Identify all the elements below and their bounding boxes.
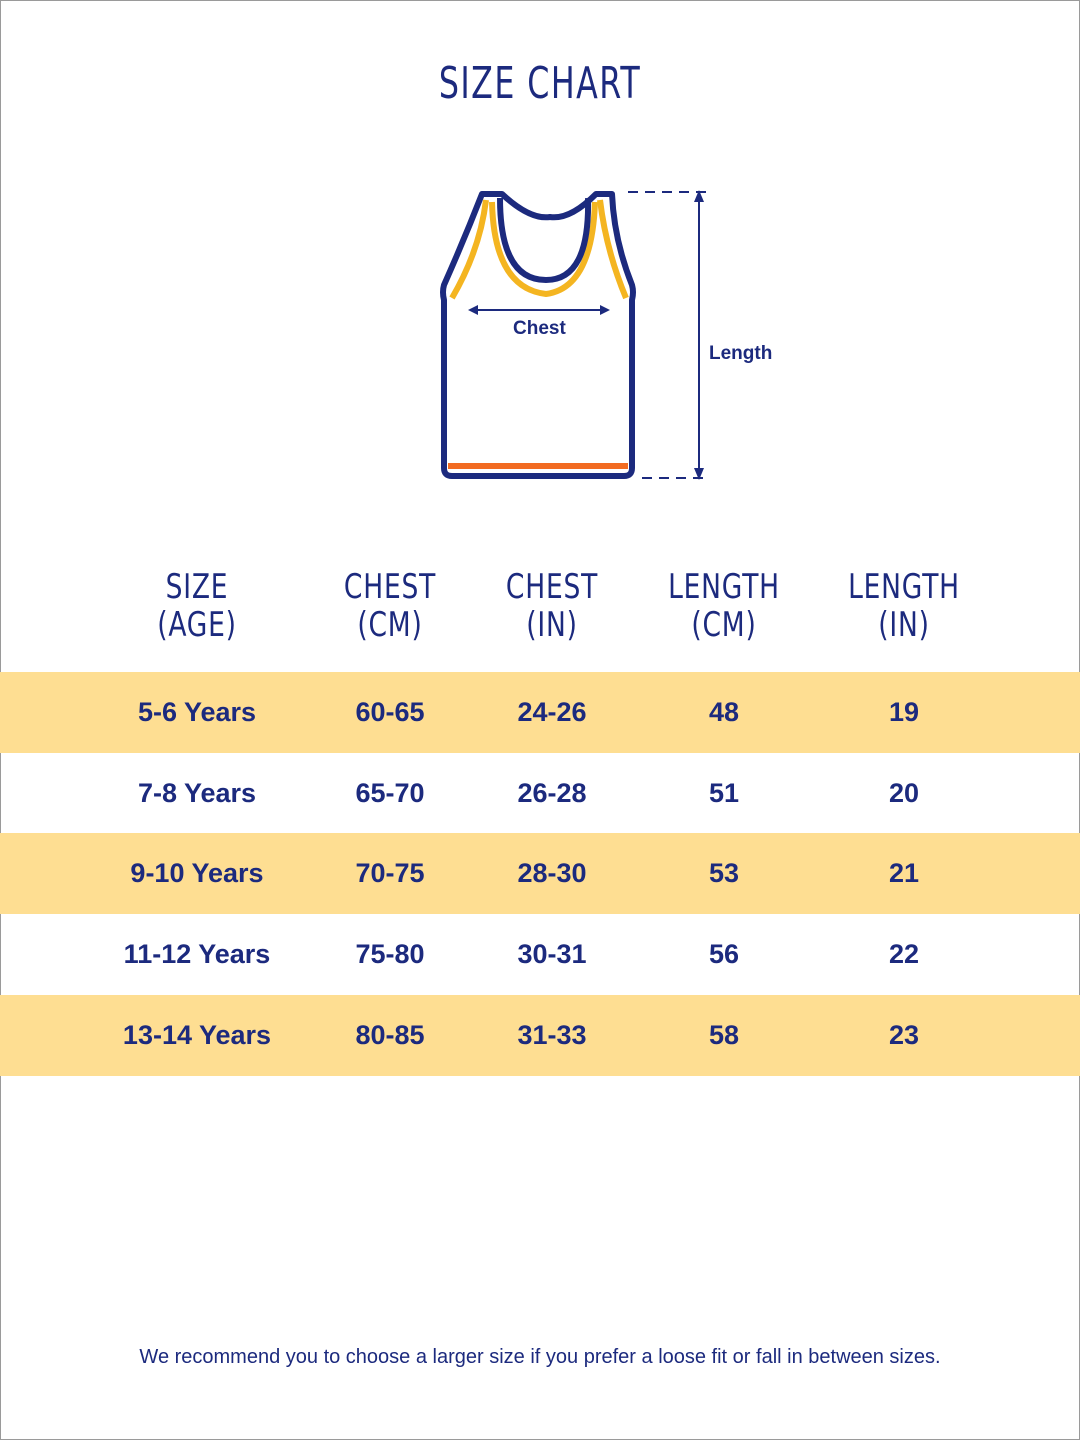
cell-length-in: 19 bbox=[888, 697, 920, 727]
cell-length-in: 21 bbox=[888, 858, 920, 888]
length-label: Length bbox=[709, 343, 773, 364]
cell-size-age: 7-8 Years bbox=[137, 778, 257, 808]
cell-chest-cm: 65-70 bbox=[355, 778, 425, 808]
chest-label: Chest bbox=[513, 318, 566, 339]
header-chest-cm: CHEST (CM) bbox=[343, 567, 437, 645]
cell-chest-cm: 60-65 bbox=[355, 697, 425, 727]
size-table-header bbox=[0, 568, 1080, 658]
cell-chest-in: 24-26 bbox=[517, 697, 587, 727]
table-row bbox=[0, 833, 1080, 914]
cell-chest-in: 31-33 bbox=[517, 1020, 587, 1050]
cell-chest-cm: 70-75 bbox=[355, 858, 425, 888]
header-chest-in: CHEST (IN) bbox=[505, 567, 599, 645]
header-length-cm: LENGTH (CM) bbox=[668, 567, 780, 645]
cell-size-age: 9-10 Years bbox=[130, 858, 264, 888]
table-row bbox=[0, 753, 1080, 834]
cell-size-age: 13-14 Years bbox=[122, 1020, 272, 1050]
recommendation-note: We recommend you to choose a larger size if you prefer a loose fit or fall in between sizes. bbox=[139, 1346, 941, 1368]
cell-chest-cm: 75-80 bbox=[355, 939, 425, 969]
cell-length-cm: 48 bbox=[708, 697, 740, 727]
cell-length-cm: 56 bbox=[708, 939, 740, 969]
table-row bbox=[0, 672, 1080, 753]
cell-chest-in: 30-31 bbox=[517, 939, 587, 969]
cell-length-cm: 51 bbox=[708, 778, 740, 808]
header-length-in: LENGTH (IN) bbox=[848, 567, 960, 645]
hem-band bbox=[448, 463, 628, 469]
tank-top-illustration bbox=[420, 180, 800, 490]
cell-length-in: 23 bbox=[888, 1020, 920, 1050]
cell-chest-cm: 80-85 bbox=[355, 1020, 425, 1050]
cell-chest-in: 28-30 bbox=[517, 858, 587, 888]
cell-size-age: 5-6 Years bbox=[137, 697, 257, 727]
cell-length-cm: 53 bbox=[708, 858, 740, 888]
cell-chest-in: 26-28 bbox=[517, 778, 587, 808]
cell-length-cm: 58 bbox=[708, 1020, 740, 1050]
cell-size-age: 11-12 Years bbox=[123, 939, 271, 969]
table-row bbox=[0, 995, 1080, 1076]
garment-diagram bbox=[420, 180, 800, 490]
cell-length-in: 22 bbox=[888, 939, 920, 969]
page-title: SIZE CHART bbox=[438, 58, 642, 109]
header-size-age: SIZE (AGE) bbox=[157, 567, 237, 645]
table-row bbox=[0, 914, 1080, 995]
cell-length-in: 20 bbox=[888, 778, 920, 808]
